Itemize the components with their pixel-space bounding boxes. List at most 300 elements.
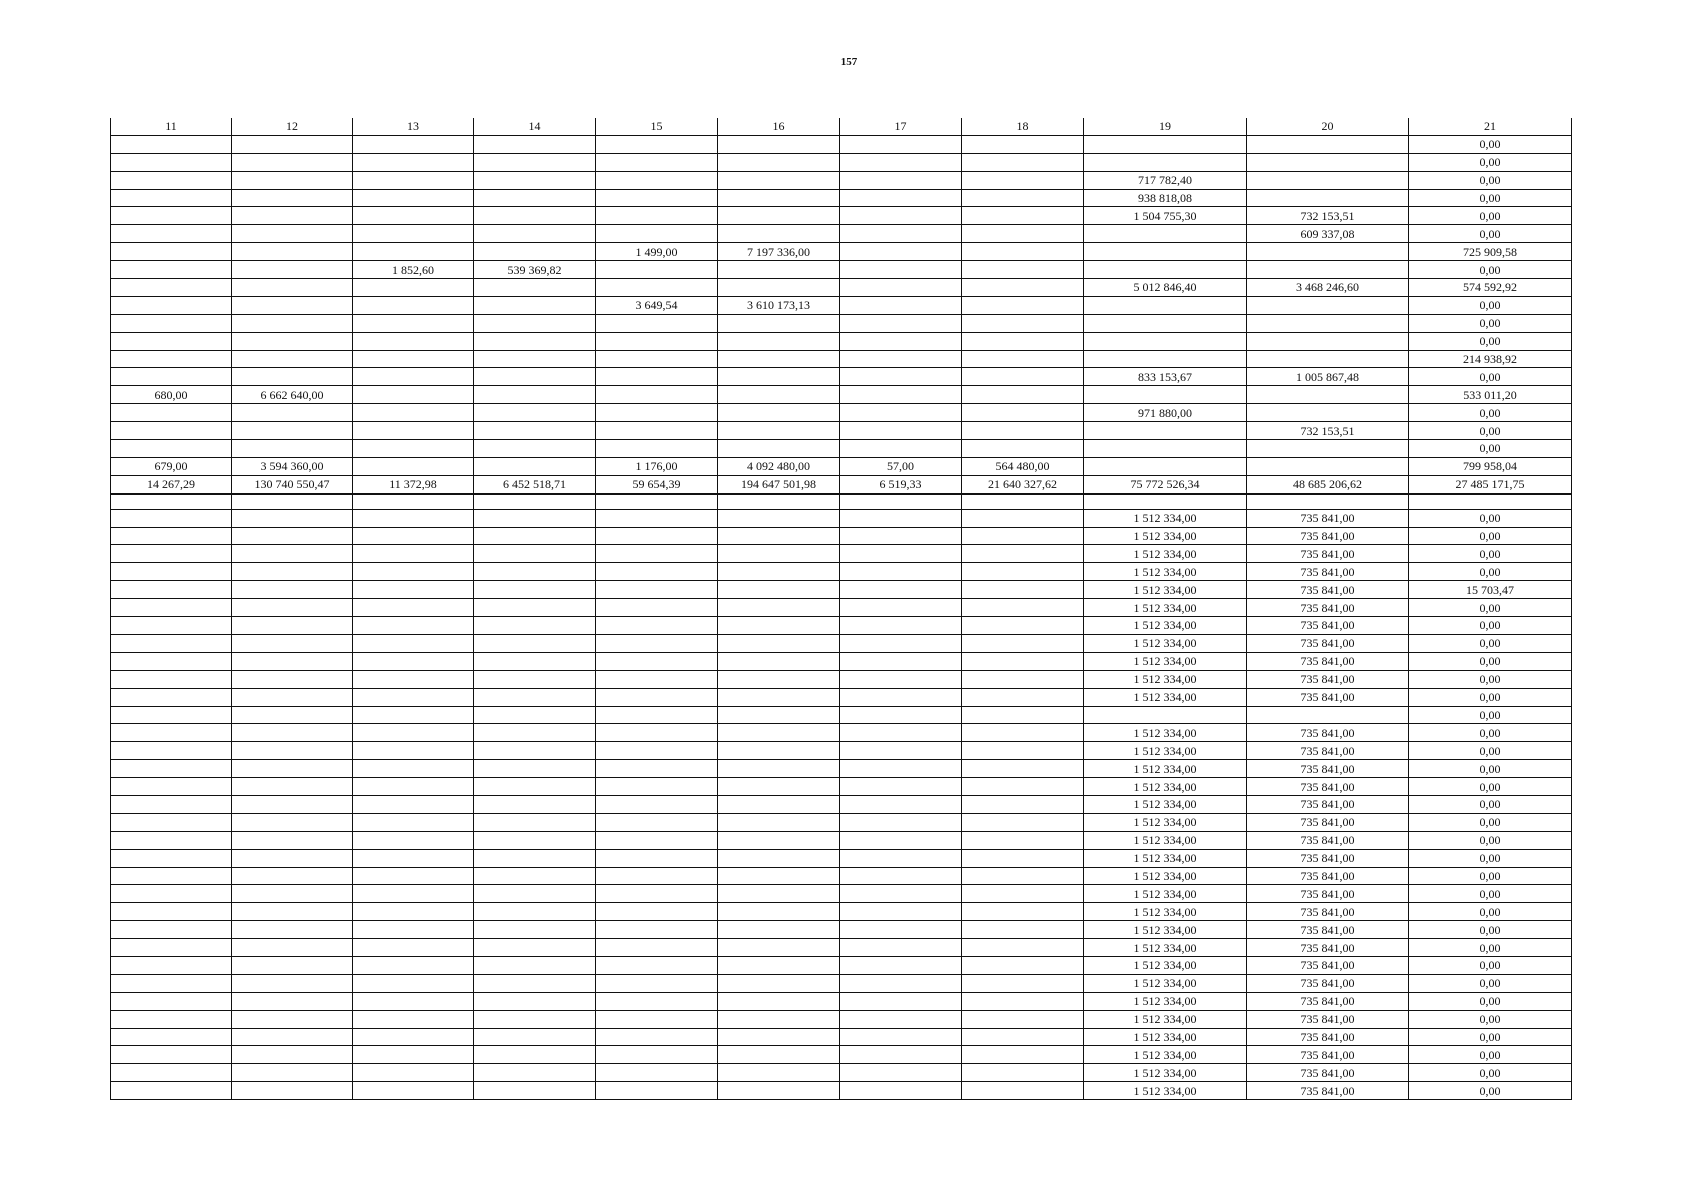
- table-cell: [111, 634, 232, 652]
- table-cell: 735 841,00: [1247, 760, 1409, 778]
- table-row: [111, 332, 1572, 350]
- table-row: [111, 742, 1572, 760]
- table-cell: [1247, 332, 1409, 350]
- table-cell: [596, 1064, 718, 1082]
- table-cell: 5 012 846,40: [1084, 279, 1247, 297]
- table-cell: [596, 1010, 718, 1028]
- table-cell: [840, 243, 962, 261]
- table-cell: 130 740 550,47: [232, 475, 353, 493]
- table-cell: [111, 1010, 232, 1028]
- table-cell: 20: [1247, 118, 1409, 135]
- table-row: [111, 885, 1572, 903]
- table-cell: [353, 296, 474, 314]
- table-cell: [718, 332, 840, 350]
- table-row: [111, 296, 1572, 314]
- table-cell: 1 852,60: [353, 261, 474, 279]
- table-cell: [718, 1046, 840, 1064]
- table-cell: [111, 813, 232, 831]
- table-cell: [840, 368, 962, 386]
- table-cell: [596, 581, 718, 599]
- table-cell: [474, 599, 596, 617]
- table-cell: [962, 1028, 1084, 1046]
- table-cell: [1247, 386, 1409, 404]
- table-cell: 735 841,00: [1247, 1064, 1409, 1082]
- data-table: [110, 118, 1572, 1100]
- table-cell: [596, 332, 718, 350]
- table-cell: [840, 992, 962, 1010]
- table-cell: [474, 670, 596, 688]
- table-cell: [474, 422, 596, 440]
- table-cell: [840, 261, 962, 279]
- table-cell: [111, 494, 232, 510]
- table-cell: [232, 885, 353, 903]
- table-cell: [353, 617, 474, 635]
- table-cell: [962, 509, 1084, 527]
- table-cell: 735 841,00: [1247, 617, 1409, 635]
- table-cell: 0,00: [1409, 332, 1572, 350]
- table-cell: 1 512 334,00: [1084, 670, 1247, 688]
- table-cell: 0,00: [1409, 1046, 1572, 1064]
- table-cell: 1 499,00: [596, 243, 718, 261]
- table-cell: [1247, 153, 1409, 171]
- table-cell: [232, 153, 353, 171]
- table-row: [111, 527, 1572, 545]
- table-row: [111, 386, 1572, 404]
- table-cell: [353, 189, 474, 207]
- table-cell: [840, 903, 962, 921]
- table-cell: [840, 527, 962, 545]
- table-cell: [111, 171, 232, 189]
- table-cell: [474, 688, 596, 706]
- table-cell: 735 841,00: [1247, 634, 1409, 652]
- table-cell: [840, 921, 962, 939]
- table-cell: [718, 261, 840, 279]
- table-cell: [232, 831, 353, 849]
- table-cell: 1 512 334,00: [1084, 849, 1247, 867]
- table-cell: [232, 1082, 353, 1100]
- table-cell: [718, 404, 840, 422]
- table-cell: 735 841,00: [1247, 563, 1409, 581]
- table-cell: [474, 135, 596, 153]
- table-cell: [111, 243, 232, 261]
- table-cell: 0,00: [1409, 634, 1572, 652]
- table-cell: [962, 1082, 1084, 1100]
- table-cell: [353, 742, 474, 760]
- table-cell: [111, 670, 232, 688]
- table-cell: [474, 1082, 596, 1100]
- table-cell: 735 841,00: [1247, 670, 1409, 688]
- table-cell: [232, 440, 353, 458]
- table-cell: [232, 778, 353, 796]
- table-cell: [353, 545, 474, 563]
- table-cell: [596, 314, 718, 332]
- table-cell: [111, 1028, 232, 1046]
- table-row: [111, 706, 1572, 724]
- table-cell: [111, 1046, 232, 1064]
- table-cell: [1247, 457, 1409, 475]
- table-cell: 679,00: [111, 457, 232, 475]
- table-cell: [232, 742, 353, 760]
- table-cell: [1084, 225, 1247, 243]
- table-cell: [962, 563, 1084, 581]
- table-cell: [111, 279, 232, 297]
- table-cell: [596, 171, 718, 189]
- table-cell: [840, 688, 962, 706]
- table-cell: 971 880,00: [1084, 404, 1247, 422]
- table-cell: [718, 867, 840, 885]
- table-cell: [962, 867, 1084, 885]
- table-cell: [111, 885, 232, 903]
- table-cell: [1247, 296, 1409, 314]
- table-cell: [232, 527, 353, 545]
- table-cell: [353, 885, 474, 903]
- table-cell: [474, 509, 596, 527]
- table-cell: 59 654,39: [596, 475, 718, 493]
- table-cell: 3 610 173,13: [718, 296, 840, 314]
- table-cell: 938 818,08: [1084, 189, 1247, 207]
- table-cell: [718, 386, 840, 404]
- table-cell: [111, 189, 232, 207]
- table-cell: [718, 724, 840, 742]
- table-row: [111, 440, 1572, 458]
- table-cell: [840, 599, 962, 617]
- table-cell: [232, 171, 353, 189]
- table-cell: 609 337,08: [1247, 225, 1409, 243]
- table-row: [111, 849, 1572, 867]
- table-row: [111, 368, 1572, 386]
- table-cell: 1 512 334,00: [1084, 509, 1247, 527]
- table-cell: [232, 795, 353, 813]
- table-cell: [718, 956, 840, 974]
- table-cell: [474, 760, 596, 778]
- table-cell: [596, 795, 718, 813]
- table-cell: [353, 207, 474, 225]
- table-row: [111, 1064, 1572, 1082]
- table-row: [111, 599, 1572, 617]
- table-cell: [232, 849, 353, 867]
- table-cell: [353, 760, 474, 778]
- table-cell: [111, 849, 232, 867]
- table-cell: 75 772 526,34: [1084, 475, 1247, 493]
- table-cell: 735 841,00: [1247, 778, 1409, 796]
- table-cell: [962, 153, 1084, 171]
- table-cell: [596, 939, 718, 957]
- table-cell: [111, 921, 232, 939]
- table-cell: 1 512 334,00: [1084, 903, 1247, 921]
- table-cell: [1084, 153, 1247, 171]
- table-cell: [718, 494, 840, 510]
- table-cell: [718, 742, 840, 760]
- table-cell: [962, 706, 1084, 724]
- table-cell: 6 452 518,71: [474, 475, 596, 493]
- table-cell: [111, 440, 232, 458]
- table-cell: 1 512 334,00: [1084, 527, 1247, 545]
- table-cell: 735 841,00: [1247, 527, 1409, 545]
- table-cell: [353, 314, 474, 332]
- table-cell: [353, 509, 474, 527]
- table-cell: 1 176,00: [596, 457, 718, 475]
- table-cell: [840, 404, 962, 422]
- table-cell: 0,00: [1409, 760, 1572, 778]
- table-cell: [1247, 440, 1409, 458]
- table-cell: [840, 581, 962, 599]
- table-cell: [962, 261, 1084, 279]
- table-cell: [353, 581, 474, 599]
- table-row: [111, 350, 1572, 368]
- table-cell: [962, 921, 1084, 939]
- table-cell: [596, 527, 718, 545]
- table-cell: [474, 207, 596, 225]
- table-cell: [111, 831, 232, 849]
- table-row: [111, 956, 1572, 974]
- table-cell: [596, 1046, 718, 1064]
- table-cell: [474, 189, 596, 207]
- table-cell: 0,00: [1409, 527, 1572, 545]
- table-cell: [718, 813, 840, 831]
- table-cell: [596, 261, 718, 279]
- table-cell: [1247, 171, 1409, 189]
- table-cell: [596, 189, 718, 207]
- table-cell: [596, 742, 718, 760]
- table-cell: [1084, 440, 1247, 458]
- table-cell: 1 512 334,00: [1084, 652, 1247, 670]
- table-cell: [111, 368, 232, 386]
- table-cell: 6 519,33: [840, 475, 962, 493]
- table-cell: [353, 724, 474, 742]
- table-cell: 0,00: [1409, 1010, 1572, 1028]
- table-cell: [1084, 386, 1247, 404]
- table-cell: [111, 350, 232, 368]
- table-cell: [353, 457, 474, 475]
- table-cell: [840, 314, 962, 332]
- table-cell: [840, 545, 962, 563]
- table-cell: [718, 279, 840, 297]
- table-cell: [596, 225, 718, 243]
- table-row: [111, 778, 1572, 796]
- table-cell: [962, 368, 1084, 386]
- table-cell: [718, 974, 840, 992]
- table-cell: [962, 386, 1084, 404]
- table-cell: [840, 135, 962, 153]
- table-row: [111, 831, 1572, 849]
- table-cell: [962, 903, 1084, 921]
- table-cell: 194 647 501,98: [718, 475, 840, 493]
- table-row: [111, 1046, 1572, 1064]
- table-cell: [353, 992, 474, 1010]
- table-row: [111, 760, 1572, 778]
- table-cell: [962, 652, 1084, 670]
- table-cell: [111, 404, 232, 422]
- table-cell: [474, 279, 596, 297]
- table-cell: 13: [353, 118, 474, 135]
- table-cell: [840, 225, 962, 243]
- table-cell: 0,00: [1409, 813, 1572, 831]
- table-cell: [840, 670, 962, 688]
- table-cell: [111, 422, 232, 440]
- table-cell: [232, 563, 353, 581]
- table-cell: [1084, 350, 1247, 368]
- table-cell: [718, 795, 840, 813]
- table-cell: [962, 527, 1084, 545]
- table-cell: 1 512 334,00: [1084, 1046, 1247, 1064]
- table-cell: [111, 545, 232, 563]
- table-cell: [353, 243, 474, 261]
- table-cell: [474, 350, 596, 368]
- table-cell: 0,00: [1409, 545, 1572, 563]
- table-cell: [353, 903, 474, 921]
- table-cell: 1 512 334,00: [1084, 634, 1247, 652]
- table-cell: [474, 386, 596, 404]
- table-cell: [840, 1046, 962, 1064]
- table-cell: [1247, 243, 1409, 261]
- table-cell: [232, 956, 353, 974]
- table-cell: [232, 350, 353, 368]
- table-cell: [962, 332, 1084, 350]
- table-cell: 1 512 334,00: [1084, 867, 1247, 885]
- table-cell: 0,00: [1409, 509, 1572, 527]
- table-row: [111, 494, 1572, 510]
- table-cell: 1 005 867,48: [1247, 368, 1409, 386]
- table-cell: 735 841,00: [1247, 939, 1409, 957]
- table-cell: 6 662 640,00: [232, 386, 353, 404]
- table-cell: [596, 849, 718, 867]
- table-cell: [111, 706, 232, 724]
- column-header-row: [111, 118, 1572, 135]
- table-cell: [353, 153, 474, 171]
- table-cell: [840, 885, 962, 903]
- table-cell: 735 841,00: [1247, 813, 1409, 831]
- table-cell: [232, 243, 353, 261]
- table-row: [111, 795, 1572, 813]
- table-cell: [232, 404, 353, 422]
- table-cell: 0,00: [1409, 778, 1572, 796]
- table-cell: [232, 939, 353, 957]
- table-row: [111, 279, 1572, 297]
- table-cell: [962, 494, 1084, 510]
- table-cell: [718, 189, 840, 207]
- table-cell: [474, 440, 596, 458]
- table-row: [111, 992, 1572, 1010]
- table-cell: [474, 545, 596, 563]
- table-cell: [718, 1010, 840, 1028]
- table-cell: [962, 599, 1084, 617]
- table-cell: [718, 1064, 840, 1082]
- table-cell: [474, 903, 596, 921]
- table-cell: [232, 670, 353, 688]
- table-cell: [232, 760, 353, 778]
- table-cell: 0,00: [1409, 652, 1572, 670]
- table-cell: [718, 670, 840, 688]
- table-cell: [232, 1046, 353, 1064]
- table-cell: [111, 581, 232, 599]
- table-cell: [718, 688, 840, 706]
- table-cell: [474, 494, 596, 510]
- table-cell: 725 909,58: [1409, 243, 1572, 261]
- table-cell: [596, 509, 718, 527]
- table-cell: 1 512 334,00: [1084, 921, 1247, 939]
- table-cell: [353, 599, 474, 617]
- table-cell: [596, 386, 718, 404]
- table-cell: [353, 368, 474, 386]
- table-cell: [111, 261, 232, 279]
- table-cell: [111, 688, 232, 706]
- table-cell: 735 841,00: [1247, 903, 1409, 921]
- table-cell: [474, 974, 596, 992]
- table-cell: 735 841,00: [1247, 1010, 1409, 1028]
- table-cell: 1 512 334,00: [1084, 1028, 1247, 1046]
- table-cell: [232, 974, 353, 992]
- table-cell: 0,00: [1409, 992, 1572, 1010]
- table-cell: [718, 992, 840, 1010]
- table-cell: [962, 831, 1084, 849]
- table-cell: 21: [1409, 118, 1572, 135]
- table-cell: [596, 153, 718, 171]
- table-cell: [474, 742, 596, 760]
- table-cell: [718, 634, 840, 652]
- table-cell: 735 841,00: [1247, 724, 1409, 742]
- table-cell: [840, 652, 962, 670]
- table-cell: [718, 527, 840, 545]
- table-cell: [1247, 314, 1409, 332]
- table-cell: [111, 1082, 232, 1100]
- table-cell: [353, 974, 474, 992]
- table-cell: [596, 545, 718, 563]
- table-cell: [232, 867, 353, 885]
- table-body: [111, 118, 1572, 1100]
- table-cell: [232, 135, 353, 153]
- table-cell: [353, 778, 474, 796]
- table-row: [111, 189, 1572, 207]
- table-cell: 0,00: [1409, 1082, 1572, 1100]
- table-cell: 735 841,00: [1247, 849, 1409, 867]
- table-cell: [596, 921, 718, 939]
- table-cell: [111, 903, 232, 921]
- table-cell: 12: [232, 118, 353, 135]
- table-cell: [111, 527, 232, 545]
- table-cell: 0,00: [1409, 171, 1572, 189]
- table-cell: 0,00: [1409, 314, 1572, 332]
- table-cell: [232, 634, 353, 652]
- table-cell: 21 640 327,62: [962, 475, 1084, 493]
- table-cell: [596, 563, 718, 581]
- table-cell: 14: [474, 118, 596, 135]
- table-cell: 0,00: [1409, 1028, 1572, 1046]
- table-cell: [353, 1046, 474, 1064]
- table-cell: [962, 296, 1084, 314]
- table-cell: 735 841,00: [1247, 581, 1409, 599]
- table-cell: [718, 545, 840, 563]
- table-row: [111, 261, 1572, 279]
- table-cell: [596, 368, 718, 386]
- table-cell: [474, 296, 596, 314]
- table-cell: [962, 813, 1084, 831]
- table-cell: [840, 795, 962, 813]
- table-row: [111, 939, 1572, 957]
- table-cell: [232, 1028, 353, 1046]
- table-cell: [474, 457, 596, 475]
- table-cell: 3 594 360,00: [232, 457, 353, 475]
- table-cell: 0,00: [1409, 921, 1572, 939]
- table-cell: [1084, 314, 1247, 332]
- table-cell: [353, 1010, 474, 1028]
- table-cell: [718, 563, 840, 581]
- table-cell: [353, 422, 474, 440]
- table-cell: [232, 332, 353, 350]
- table-cell: [353, 706, 474, 724]
- table-cell: [962, 778, 1084, 796]
- table-cell: [111, 974, 232, 992]
- table-cell: [840, 634, 962, 652]
